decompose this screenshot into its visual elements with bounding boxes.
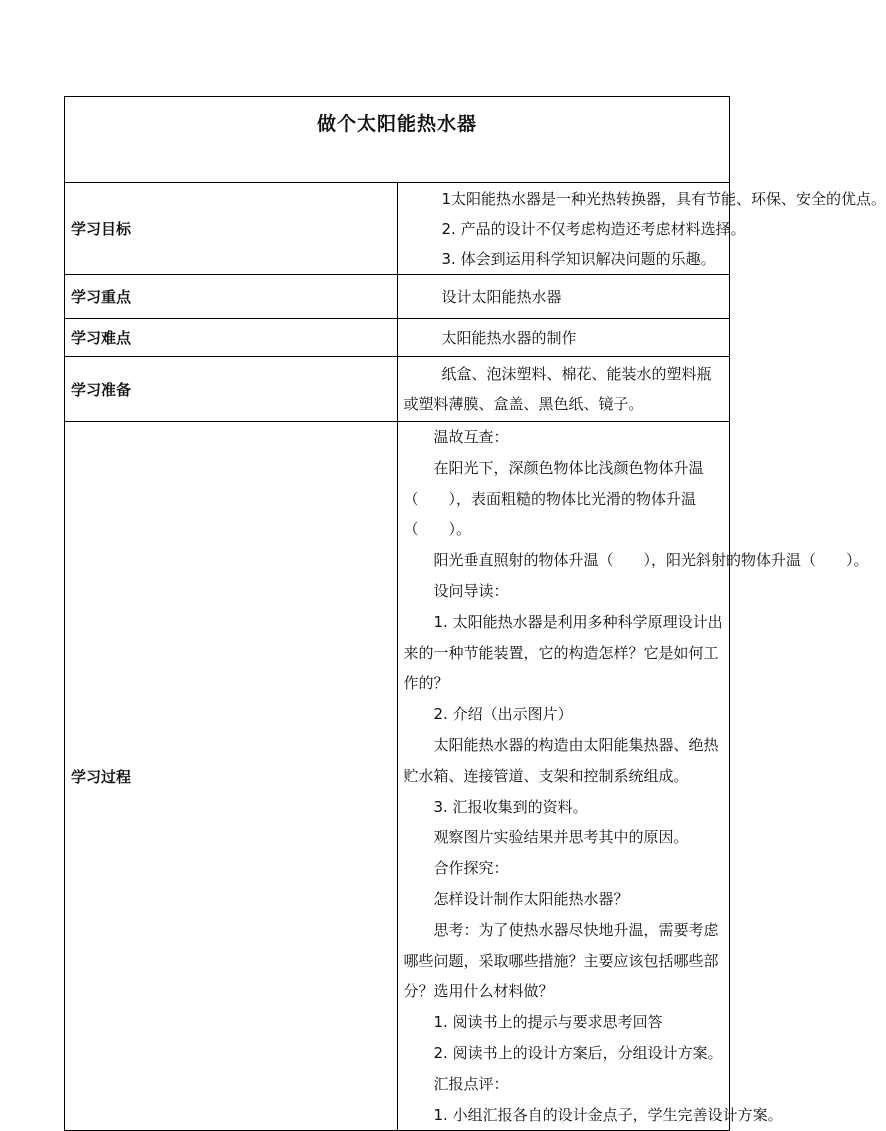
process-line: 1. 太阳能热水器是利用多种科学原理设计出来的一种节能装置，它的构造怎样？它是如何工作的？ bbox=[403, 612, 723, 693]
focus-text: 设计太阳能热水器 bbox=[441, 287, 562, 306]
lesson-plan-table bbox=[64, 96, 886, 1131]
process-row bbox=[65, 422, 730, 1131]
process-line: 在阳光下，深颜色物体比浅颜色物体升温（ ），表面粗糙的物体比光滑的物体升温（ ）。 bbox=[403, 458, 704, 539]
process-line: 1. 小组汇报各自的设计金点子，学生完善设计方案。 bbox=[433, 1105, 783, 1124]
focus-content bbox=[397, 275, 730, 319]
preparation-content bbox=[397, 357, 730, 422]
process-label: 学习过程 bbox=[65, 422, 398, 1131]
difficulty-text: 太阳能热水器的制作 bbox=[441, 328, 577, 347]
goals-row bbox=[65, 183, 730, 275]
preparation-label: 学习准备 bbox=[65, 357, 398, 422]
goal-line: 3. 体会到运用科学知识解决问题的乐趣。 bbox=[441, 249, 716, 268]
process-line: 设问导读： bbox=[433, 581, 509, 600]
goals-label: 学习目标 bbox=[65, 183, 398, 275]
process-line: 3. 汇报收集到的资料。 bbox=[433, 797, 588, 816]
difficulty-label: 学习难点 bbox=[65, 319, 398, 357]
process-line: 阳光垂直照射的物体升温（ ），阳光斜射的物体升温（ ）。 bbox=[433, 551, 869, 570]
title-row bbox=[65, 97, 730, 183]
focus-row bbox=[65, 275, 730, 319]
difficulty-row bbox=[65, 319, 730, 357]
process-line: 观察图片实验结果并思考其中的原因。 bbox=[433, 828, 689, 847]
process-line: 1. 阅读书上的提示与要求思考回答 bbox=[433, 1013, 663, 1032]
process-line: 怎样设计制作太阳能热水器？ bbox=[433, 889, 629, 908]
page-title: 做个太阳能热水器 bbox=[316, 113, 477, 135]
goals-content bbox=[397, 183, 886, 275]
process-line: 温故互查： bbox=[433, 428, 509, 446]
process-content bbox=[397, 422, 869, 1131]
process-line: 2. 介绍（出示图片） bbox=[433, 705, 573, 724]
title-cell bbox=[65, 97, 730, 183]
process-line: 思考：为了使热水器尽快地升温，需要考虑哪些问题，采取哪些措施？主要应该包括哪些部分？选用什么材料做？ bbox=[403, 920, 719, 1001]
goal-line: 1太阳能热水器是一种光热转换器，具有节能、环保、安全的优点。 bbox=[441, 189, 886, 208]
preparation-text: 纸盒、泡沫塑料、棉花、能装水的塑料瓶或塑料薄膜、盒盖、黑色纸、镜子。 bbox=[403, 365, 712, 413]
goal-line: 2. 产品的设计不仅考虑构造还考虑材料选择。 bbox=[441, 219, 746, 238]
process-line: 合作探究： bbox=[433, 859, 509, 878]
process-line: 太阳能热水器的构造由太阳能集热器、绝热贮水箱、连接管道、支架和控制系统组成。 bbox=[403, 735, 719, 785]
focus-label: 学习重点 bbox=[65, 275, 398, 319]
process-line: 2. 阅读书上的设计方案后，分组设计方案。 bbox=[433, 1043, 723, 1062]
process-line: 汇报点评： bbox=[433, 1074, 509, 1093]
preparation-row bbox=[65, 357, 730, 422]
difficulty-content bbox=[397, 319, 730, 357]
